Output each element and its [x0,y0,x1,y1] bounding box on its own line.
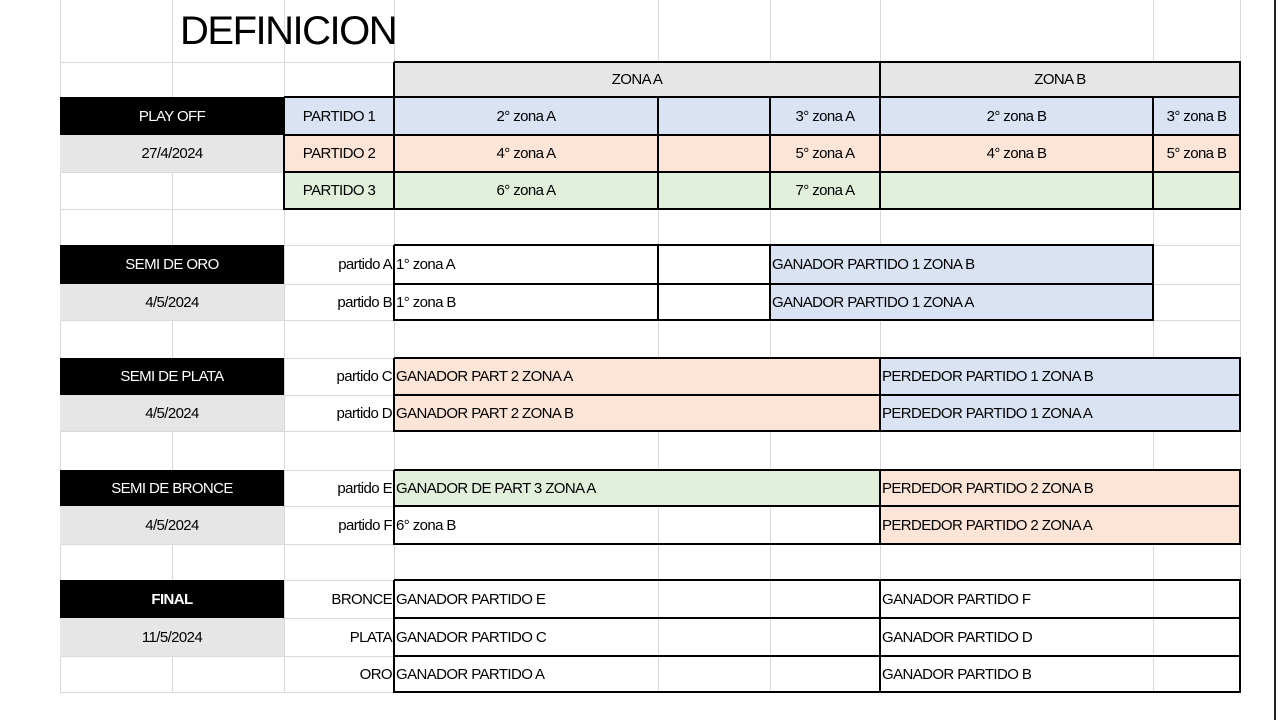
zone-a-team-2[interactable]: 7° zona A [795,182,855,199]
match-name[interactable]: partido B [337,293,392,311]
match-left-team[interactable]: GANADOR PARTIDO E [396,590,546,608]
match-right-team[interactable]: GANADOR PARTIDO B [882,665,1032,683]
match-right-team[interactable]: GANADOR PARTIDO F [882,590,1031,608]
match-right-team[interactable]: PERDEDOR PARTIDO 1 ZONA B [882,368,1094,385]
date-final[interactable]: 11/5/2024 [141,628,203,646]
match-left-team[interactable]: 1° zona B [396,293,456,311]
match-name[interactable]: partido C [336,368,392,385]
zone-a-team-2[interactable]: 5° zona A [795,145,855,162]
zone-b-team-2[interactable]: 5° zona B [1166,145,1227,162]
zone-b-team-2[interactable] [1153,172,1240,209]
match-right-team[interactable]: PERDEDOR PARTIDO 2 ZONA A [882,516,1093,534]
date-playoff[interactable]: 27/4/2024 [141,145,203,162]
match-left-team[interactable]: GANADOR DE PART 3 ZONA A [396,479,596,497]
match-left-team[interactable]: 1° zona A [396,256,455,273]
date-semi-plata[interactable]: 4/5/2024 [145,404,199,422]
zone-b-team-1[interactable]: 2° zona B [986,107,1047,125]
match-right-team[interactable]: GANADOR PARTIDO 1 ZONA B [772,256,975,273]
match-name[interactable]: PARTIDO 2 [302,145,376,162]
match-name[interactable]: BRONCE [331,590,392,608]
section-label-playoff[interactable]: PLAY OFF [138,107,206,125]
match-name[interactable]: PLATA [349,628,392,646]
zone-b-team-1[interactable] [880,172,1153,209]
date-semi-oro[interactable]: 4/5/2024 [145,293,199,311]
section-label-semi-oro[interactable]: SEMI DE ORO [125,256,219,273]
window-edge [1274,0,1276,720]
zone-b-team-1[interactable]: 4° zona B [986,145,1047,162]
zone-a-team-2[interactable]: 3° zona A [795,107,855,125]
match-left-team[interactable]: GANADOR PART 2 ZONA A [396,368,573,385]
match-name[interactable]: PARTIDO 3 [302,182,376,199]
match-name[interactable]: partido E [337,479,392,497]
match-left-team[interactable]: 6° zona B [396,516,456,534]
zone-b-header[interactable]: ZONA B [1034,71,1086,88]
match-right-team[interactable]: GANADOR PARTIDO 1 ZONA A [772,293,974,311]
zone-a-team-1[interactable]: 4° zona A [496,145,556,162]
zone-a-team-1[interactable]: 6° zona A [496,182,556,199]
page-title: DEFINICION [180,8,397,53]
zone-a-header[interactable]: ZONA A [611,71,663,88]
match-name[interactable]: PARTIDO 1 [302,107,376,125]
match-left-team[interactable]: GANADOR PART 2 ZONA B [396,404,574,422]
match-name[interactable]: partido F [338,516,392,534]
section-label-semi-bronce[interactable]: SEMI DE BRONCE [111,479,233,497]
match-right-team[interactable]: GANADOR PARTIDO D [882,628,1033,646]
match-name[interactable]: partido A [338,256,392,273]
match-right-team[interactable]: PERDEDOR PARTIDO 1 ZONA A [882,404,1093,422]
date-semi-bronce[interactable]: 4/5/2024 [145,516,199,534]
zone-a-team-1[interactable]: 2° zona A [496,107,556,125]
zone-b-team-2[interactable]: 3° zona B [1166,107,1227,125]
section-label-final[interactable]: FINAL [151,590,193,608]
match-left-team[interactable]: GANADOR PARTIDO A [396,665,545,683]
match-name[interactable]: ORO [359,665,392,683]
match-name[interactable]: partido D [336,404,392,422]
section-label-semi-plata[interactable]: SEMI DE PLATA [120,368,224,385]
match-right-team[interactable]: PERDEDOR PARTIDO 2 ZONA B [882,479,1094,497]
match-left-team[interactable]: GANADOR PARTIDO C [396,628,547,646]
